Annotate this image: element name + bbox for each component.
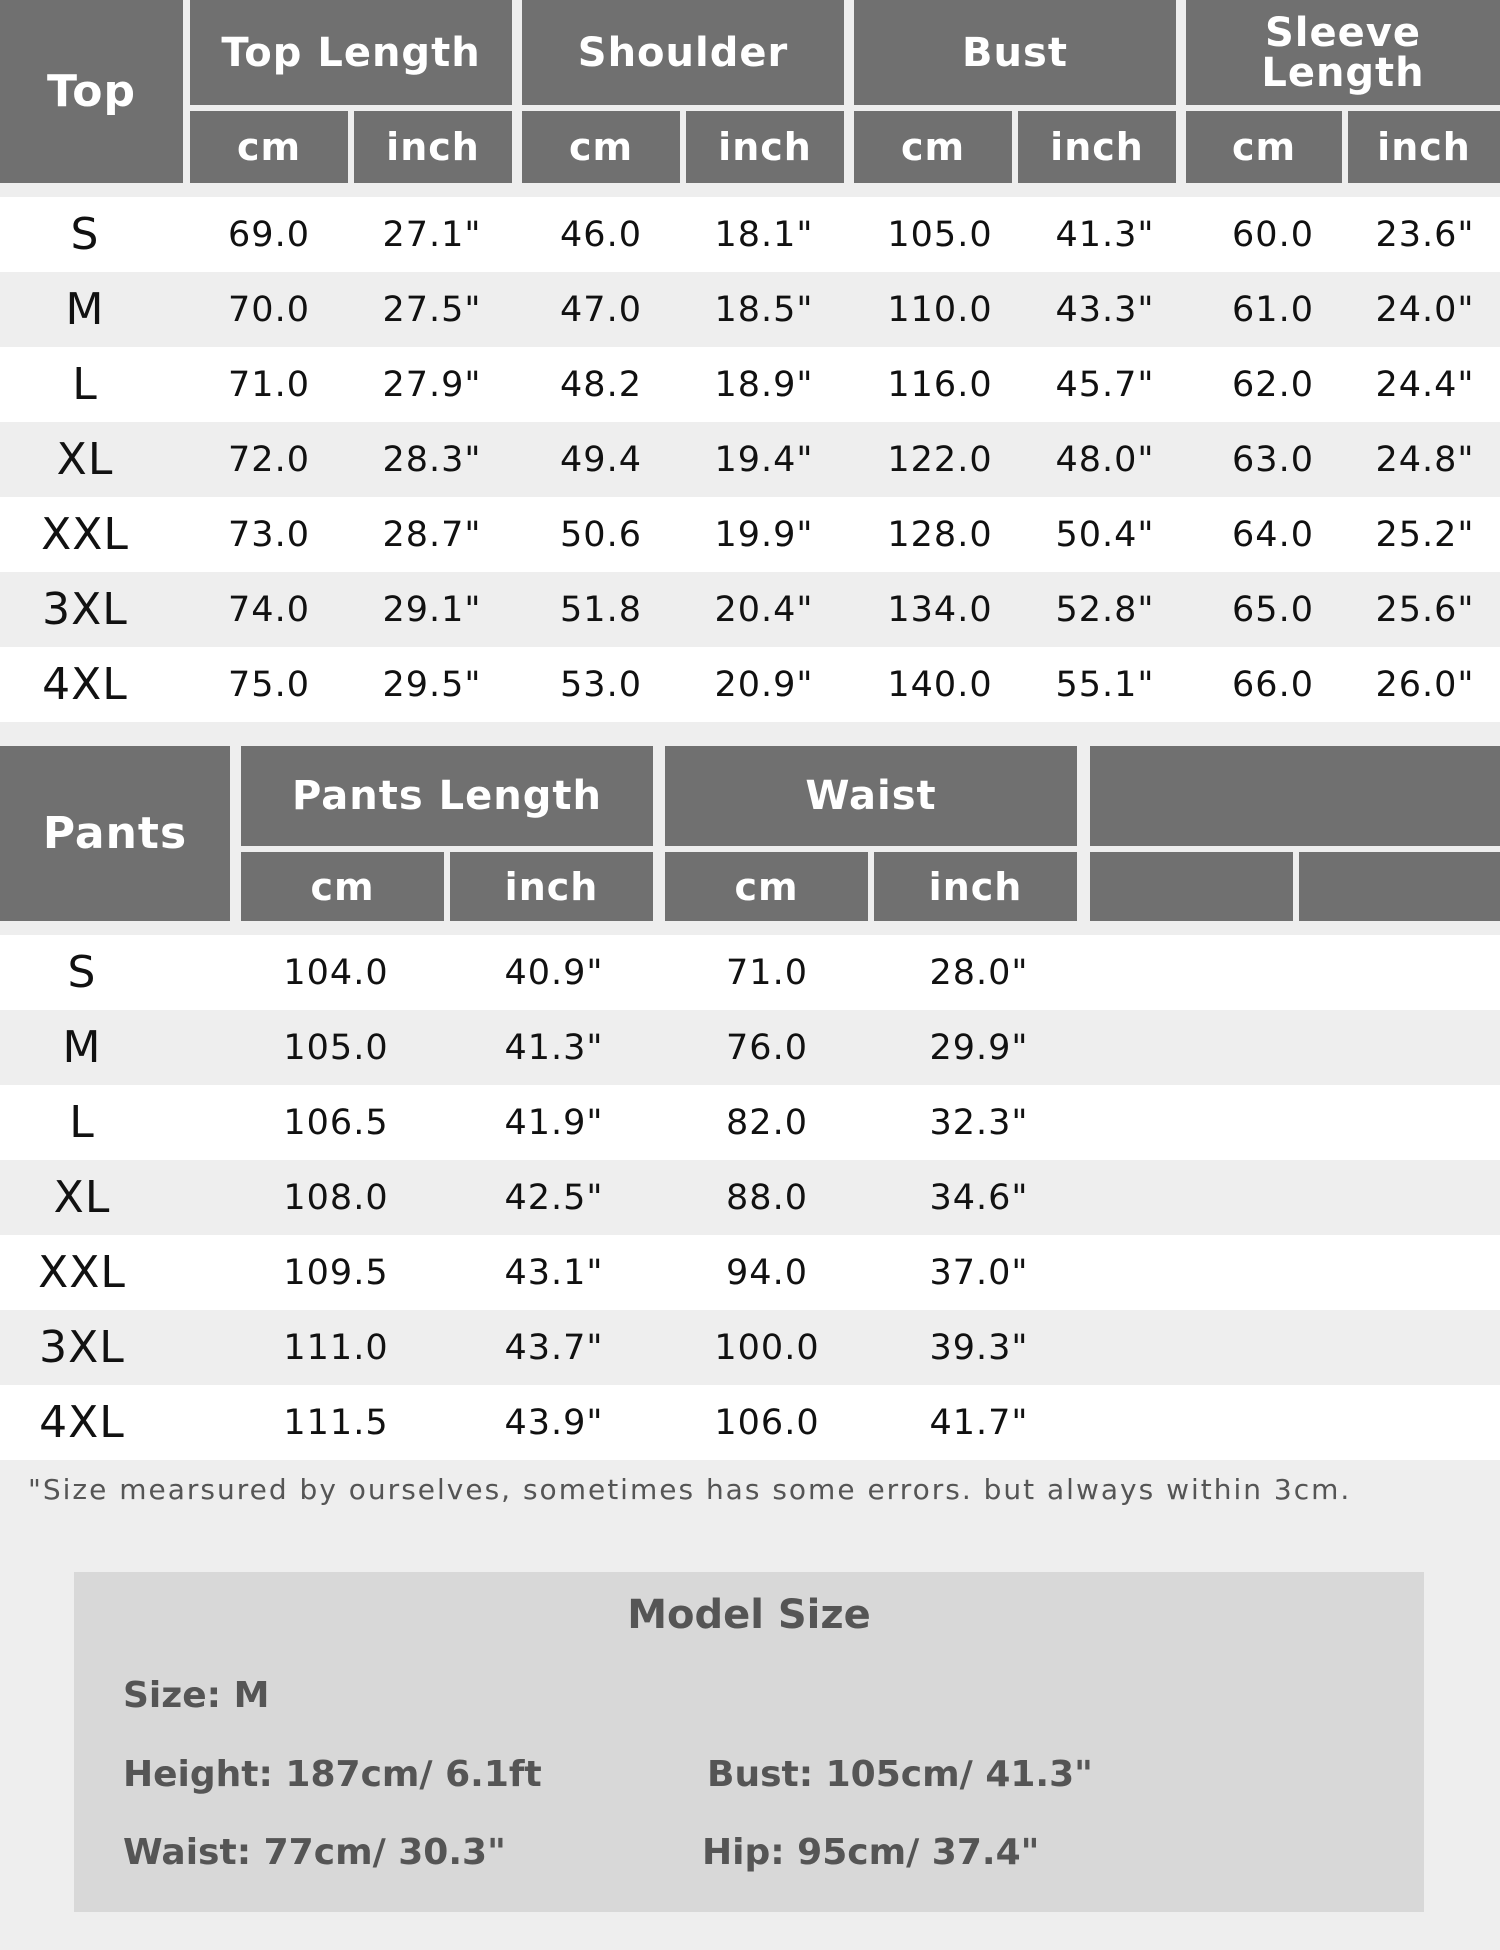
top-table-value-cell: 49.4 [560,439,642,480]
pants-unit-inch: inch [874,852,1077,921]
top-table-value-cell: 18.1" [714,214,814,255]
pants-table-size-label: 4XL [39,1397,125,1448]
top-table-value-cell: 62.0 [1232,364,1314,405]
pants-table-value-cell: 105.0 [283,1027,389,1068]
top-table-value-cell: 128.0 [887,514,993,555]
top-col-bust: Bust [854,0,1176,105]
pants-table-size-label: 3XL [39,1322,125,1373]
pants-table-value-cell: 28.0" [929,952,1029,993]
model-waist-value: Waist: 77cm/ 30.3" [123,1832,506,1873]
top-table-value-cell: 47.0 [560,289,642,330]
top-table-row [0,272,1500,347]
top-table-value-cell: 18.5" [714,289,814,330]
top-table-value-cell: 27.9" [382,364,482,405]
top-table-value-cell: 61.0 [1232,289,1314,330]
top-table-size-label: L [72,359,98,410]
pants-table-value-cell: 43.9" [504,1402,604,1443]
top-table-value-cell: 63.0 [1232,439,1314,480]
top-table-value-cell: 48.0" [1055,439,1155,480]
top-unit-cm: cm [854,111,1012,183]
top-unit-cm: cm [190,111,348,183]
pants-table-row [0,1310,1500,1385]
model-bust-value: Bust: 105cm/ 41.3" [707,1754,1093,1795]
top-table-value-cell: 19.4" [714,439,814,480]
pants-table-value-cell: 100.0 [714,1327,820,1368]
pants-table-value-cell: 108.0 [283,1177,389,1218]
top-table-value-cell: 71.0 [228,364,310,405]
pants-unit-cm: cm [665,852,868,921]
top-table-size-label: S [70,209,100,260]
pants-table-row [0,1385,1500,1460]
top-table-value-cell: 65.0 [1232,589,1314,630]
pants-table-value-cell: 94.0 [726,1252,808,1293]
model-height-value: Height: 187cm/ 6.1ft [123,1754,542,1795]
top-col-shoulder: Shoulder [522,0,844,105]
top-table-value-cell: 110.0 [887,289,993,330]
top-table-value-cell: 20.4" [714,589,814,630]
pants-table-value-cell: 104.0 [283,952,389,993]
pants-unit-inch: inch [450,852,653,921]
top-table-value-cell: 74.0 [228,589,310,630]
top-table-size-label: XL [56,434,114,485]
top-table-value-cell: 46.0 [560,214,642,255]
pants-table-size-label: S [67,947,97,998]
pants-table-value-cell: 71.0 [726,952,808,993]
top-table-value-cell: 64.0 [1232,514,1314,555]
top-table-value-cell: 29.1" [382,589,482,630]
pants-unit-cm: cm [241,852,444,921]
pants-table-value-cell: 109.5 [283,1252,389,1293]
top-table-value-cell: 73.0 [228,514,310,555]
pants-table-size-label: XXL [38,1247,126,1298]
top-table-value-cell: 27.1" [382,214,482,255]
pants-col-empty [1090,746,1500,846]
top-table-value-cell: 48.2 [560,364,642,405]
top-table-value-cell: 27.5" [382,289,482,330]
pants-table-value-cell: 106.5 [283,1102,389,1143]
pants-table-value-cell: 88.0 [726,1177,808,1218]
pants-table-value-cell: 106.0 [714,1402,820,1443]
top-table-row [0,497,1500,572]
top-table-value-cell: 75.0 [228,664,310,705]
top-table-row [0,647,1500,722]
top-table-value-cell: 53.0 [560,664,642,705]
top-table-value-cell: 51.8 [560,589,642,630]
pants-table-size-label: L [69,1097,95,1148]
pants-table-value-cell: 111.0 [283,1327,389,1368]
top-table-value-cell: 105.0 [887,214,993,255]
top-table-value-cell: 24.0" [1375,289,1475,330]
top-unit-inch: inch [1018,111,1176,183]
top-table-value-cell: 23.6" [1375,214,1475,255]
pants-col-pants-length: Pants Length [241,746,653,846]
top-table-value-cell: 116.0 [887,364,993,405]
top-table-value-cell: 29.5" [382,664,482,705]
pants-unit-empty [1299,852,1500,921]
top-table-value-cell: 25.2" [1375,514,1475,555]
top-col-sleeve-length: Sleeve Length [1186,0,1500,105]
measurement-note: "Size mearsured by ourselves, sometimes has some errors. but always within 3cm. [28,1473,1352,1506]
top-table-value-cell: 24.8" [1375,439,1475,480]
pants-table-value-cell: 82.0 [726,1102,808,1143]
top-unit-inch: inch [1348,111,1500,183]
top-table-value-cell: 66.0 [1232,664,1314,705]
pants-table-value-cell: 43.7" [504,1327,604,1368]
top-table-size-label: M [65,284,105,335]
top-table-value-cell: 60.0 [1232,214,1314,255]
top-table-size-label: 3XL [42,584,128,635]
pants-unit-empty [1090,852,1293,921]
pants-table-value-cell: 29.9" [929,1027,1029,1068]
top-unit-inch: inch [354,111,512,183]
top-table-value-cell: 19.9" [714,514,814,555]
pants-table-value-cell: 41.7" [929,1402,1029,1443]
top-table-value-cell: 18.9" [714,364,814,405]
pants-table-value-cell: 41.3" [504,1027,604,1068]
pants-table-value-cell: 111.5 [283,1402,389,1443]
pants-table-value-cell: 39.3" [929,1327,1029,1368]
pants-table-value-cell: 32.3" [929,1102,1029,1143]
pants-col-waist: Waist [665,746,1077,846]
top-table-value-cell: 50.4" [1055,514,1155,555]
top-table-row [0,347,1500,422]
pants-table-size-label: M [62,1022,102,1073]
top-table-value-cell: 45.7" [1055,364,1155,405]
pants-table-row [0,1160,1500,1235]
pants-table-value-cell: 41.9" [504,1102,604,1143]
top-table-value-cell: 70.0 [228,289,310,330]
top-table-value-cell: 122.0 [887,439,993,480]
top-table-value-cell: 69.0 [228,214,310,255]
top-table-value-cell: 55.1" [1055,664,1155,705]
pants-table-value-cell: 37.0" [929,1252,1029,1293]
pants-table-value-cell: 40.9" [504,952,604,993]
top-table-value-cell: 52.8" [1055,589,1155,630]
top-table-value-cell: 50.6 [560,514,642,555]
top-unit-inch: inch [686,111,844,183]
top-table-value-cell: 72.0 [228,439,310,480]
model-size-title: Model Size [627,1592,871,1638]
top-table-row [0,197,1500,272]
model-hip-value: Hip: 95cm/ 37.4" [702,1832,1040,1873]
model-size-box [74,1572,1424,1912]
pants-table-value-cell: 34.6" [929,1177,1029,1218]
top-unit-cm: cm [522,111,680,183]
top-table-value-cell: 140.0 [887,664,993,705]
top-table-value-cell: 25.6" [1375,589,1475,630]
pants-table-value-cell: 76.0 [726,1027,808,1068]
pants-table-value-cell: 42.5" [504,1177,604,1218]
top-table-size-label: 4XL [42,659,128,710]
pants-table-row [0,1010,1500,1085]
top-table-value-cell: 28.3" [382,439,482,480]
top-table-value-cell: 28.7" [382,514,482,555]
pants-table-size-label: XL [53,1172,111,1223]
top-table-value-cell: 26.0" [1375,664,1475,705]
top-table-value-cell: 41.3" [1055,214,1155,255]
top-unit-cm: cm [1186,111,1342,183]
top-table-value-cell: 20.9" [714,664,814,705]
pants-table-value-cell: 43.1" [504,1252,604,1293]
pants-table-row [0,935,1500,1010]
pants-table-row [0,1085,1500,1160]
top-table-value-cell: 134.0 [887,589,993,630]
pants-table-corner-header: Pants [0,746,230,921]
top-table-value-cell: 43.3" [1055,289,1155,330]
top-table-row [0,422,1500,497]
top-table-corner-header: Top [0,0,183,183]
top-table-size-label: XXL [41,509,129,560]
top-col-top-length: Top Length [190,0,512,105]
model-size-value: Size: M [123,1675,270,1716]
top-table-row [0,572,1500,647]
pants-table-row [0,1235,1500,1310]
top-table-value-cell: 24.4" [1375,364,1475,405]
